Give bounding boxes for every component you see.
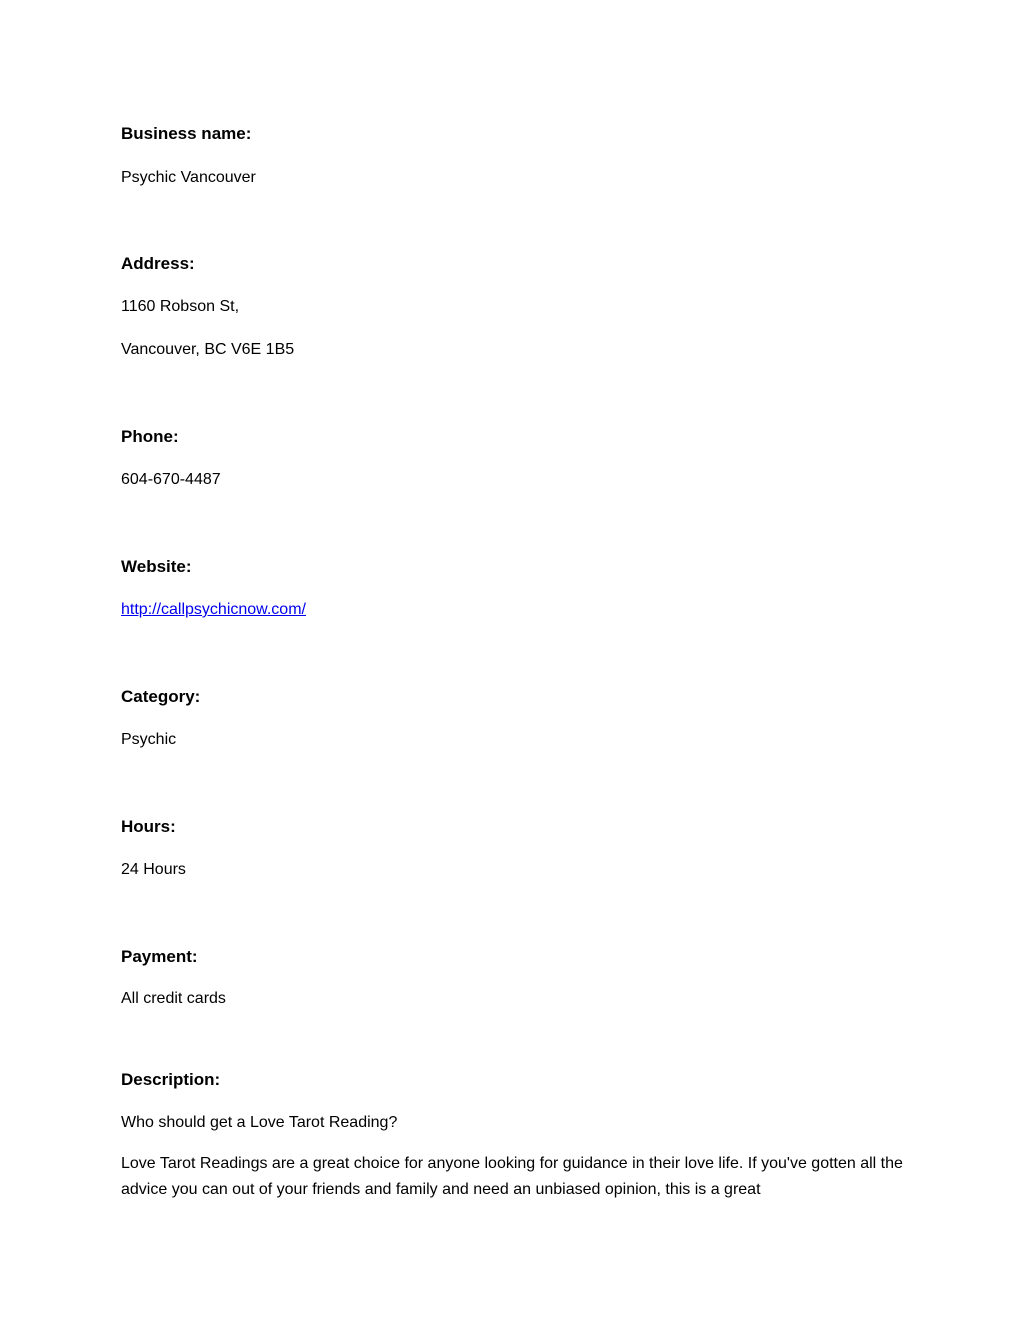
address-heading: Address: [121, 254, 195, 273]
description-question: Who should get a Love Tarot Reading? [121, 1114, 398, 1131]
payment-value: All credit cards [121, 990, 226, 1007]
phone-value: 604-670-4487 [121, 471, 221, 488]
phone-heading: Phone: [121, 427, 179, 446]
website-heading: Website: [121, 557, 192, 576]
payment-heading: Payment: [121, 947, 198, 966]
website-link[interactable]: http://callpsychicnow.com/ [121, 601, 306, 618]
address-line-1: 1160 Robson St, [121, 298, 240, 315]
hours-value: 24 Hours [121, 861, 186, 878]
category-heading: Category: [121, 687, 201, 706]
business-name-value: Psychic Vancouver [121, 169, 256, 186]
description-paragraph: Love Tarot Readings are a great choice for anyone looking for guidance in their love life. If you've gotten all the advice you can out of your friends and family and need an unbiased opinion, this is a great [121, 1155, 903, 1198]
business-name-heading: Business name: [121, 124, 252, 143]
category-value: Psychic [121, 731, 177, 748]
address-line-2: Vancouver, BC V6E 1B5 [121, 341, 295, 358]
description-heading: Description: [121, 1070, 221, 1089]
hours-heading: Hours: [121, 817, 176, 836]
